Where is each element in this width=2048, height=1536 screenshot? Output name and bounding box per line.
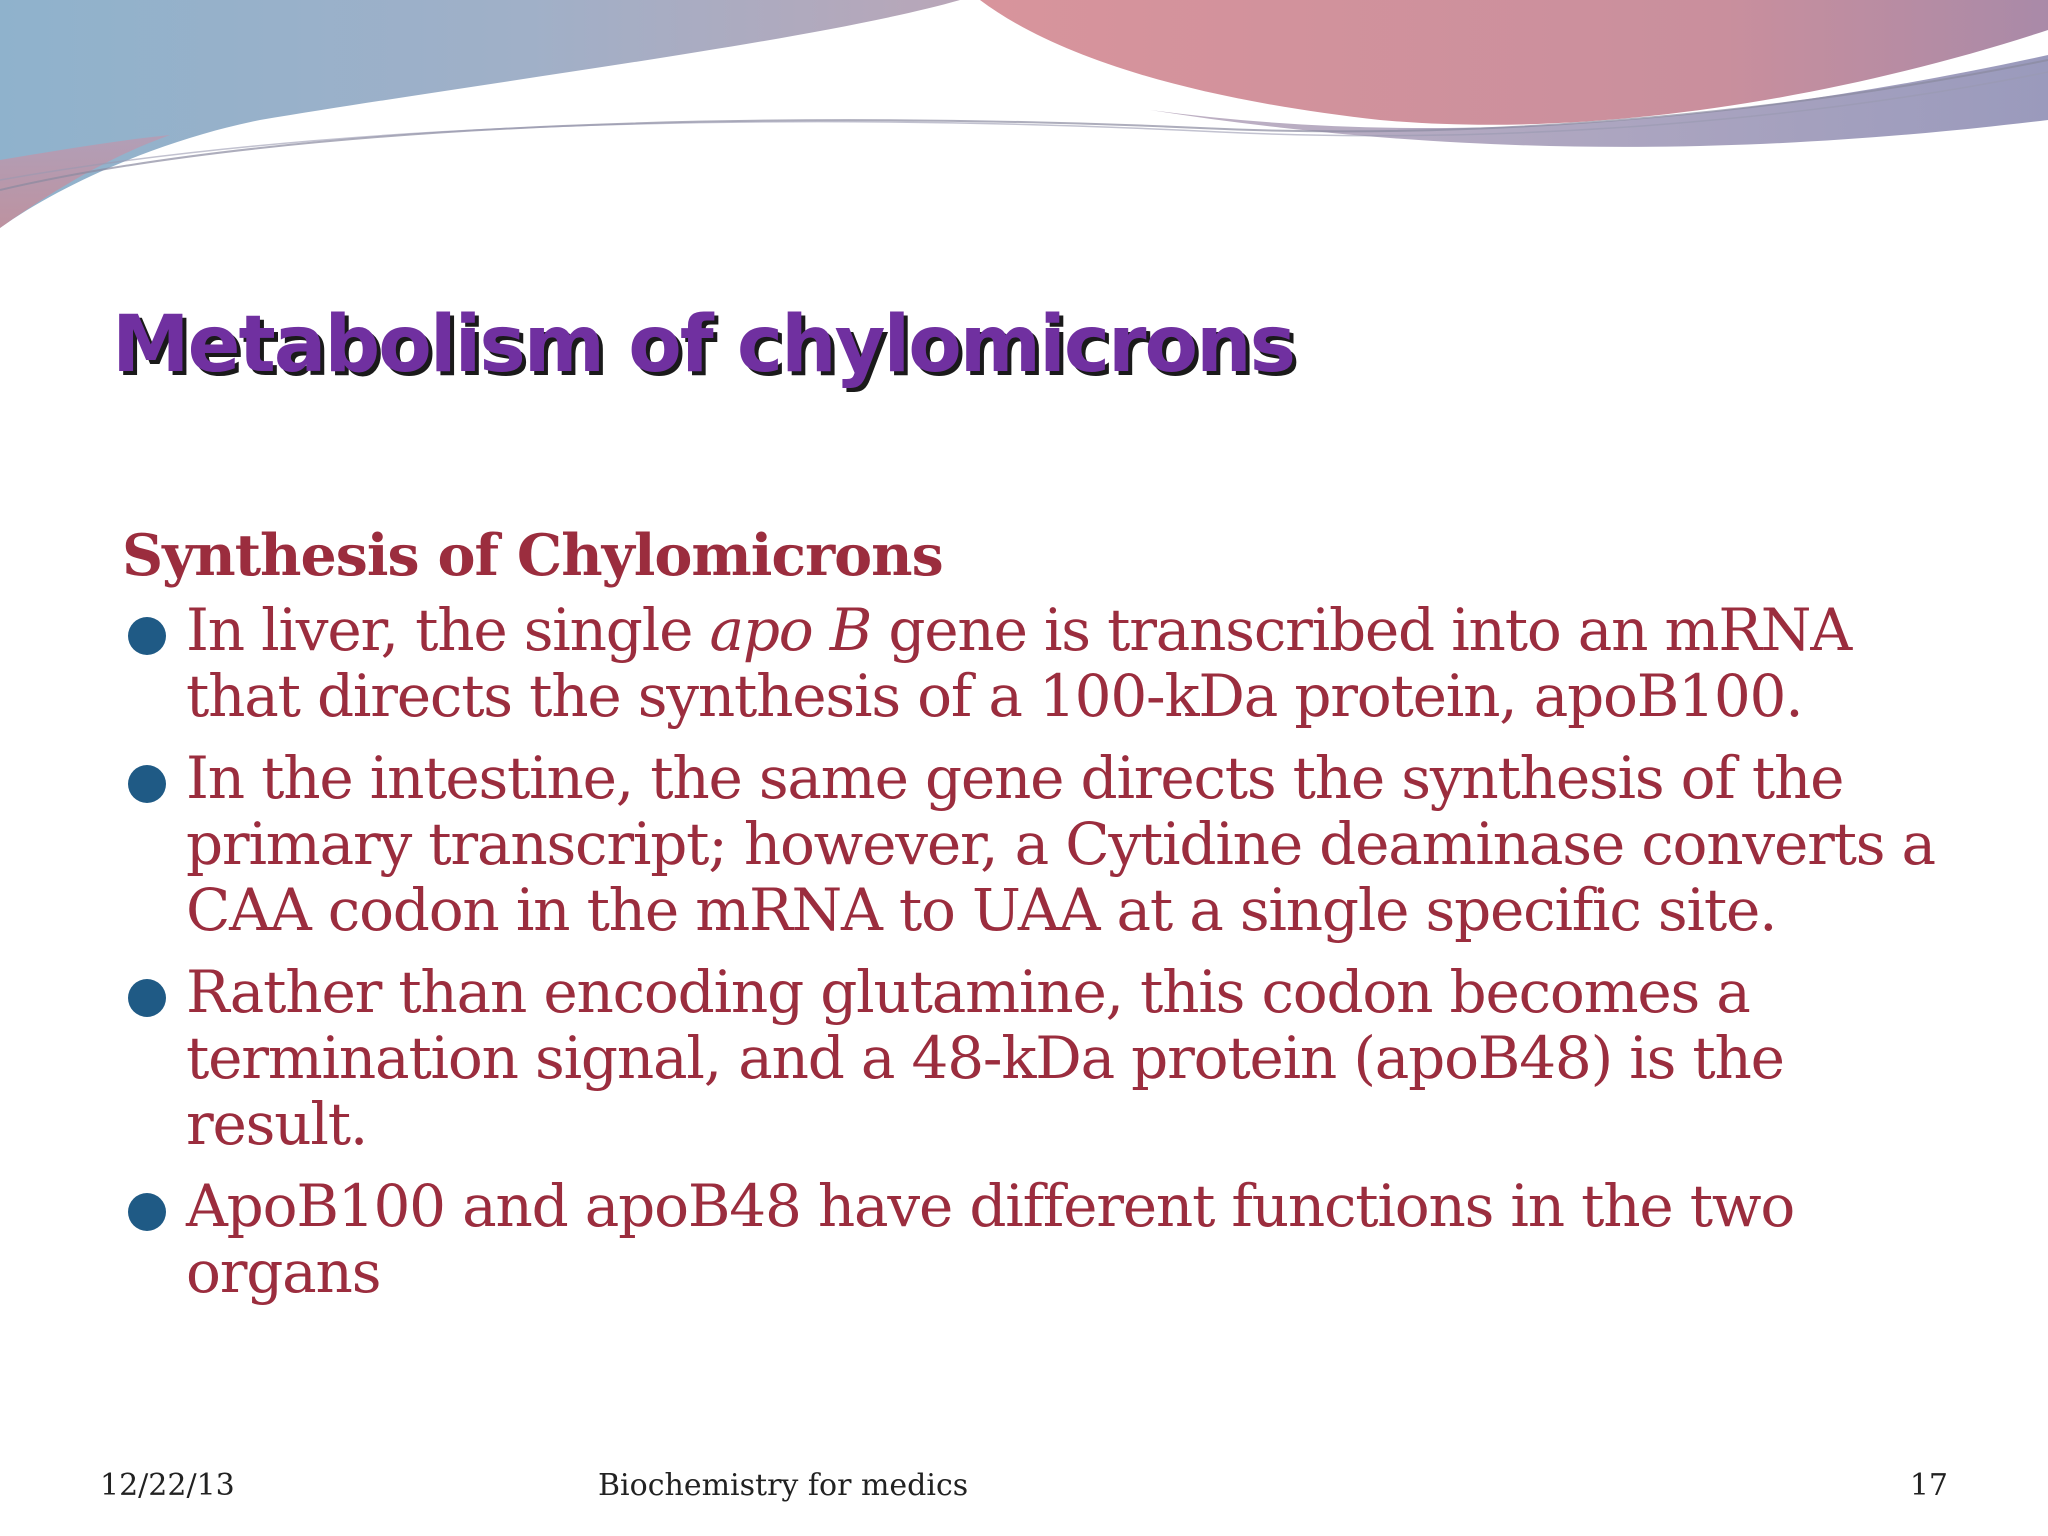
bullet-text-continued: gene is transcribed into an mRNA that directs the synthesis of a 100-kDa protein, apoB100.: [186, 596, 1852, 730]
bullet-dot-icon: [128, 1193, 166, 1231]
decorative-wave-banner: [0, 0, 2048, 240]
footer-date: 12/22/13: [100, 1468, 235, 1503]
bullet-dot-icon: [128, 979, 166, 1017]
bullet-item: [122, 597, 1952, 729]
bullet-italic-text: apo B: [709, 596, 872, 664]
bullet-dot-icon: [128, 765, 166, 803]
bullet-dot-icon: [128, 617, 166, 655]
bullet-text: In liver, the single: [186, 596, 710, 664]
bullet-text: ApoB100 and apoB48 have different functions in the two organs: [186, 1172, 1795, 1306]
bullet-list: [122, 597, 1952, 1305]
footer-title: Biochemistry for medics: [598, 1468, 969, 1503]
slide-number: 17: [1909, 1468, 1948, 1503]
slide-body: [122, 515, 1952, 1321]
bullet-text: Rather than encoding glutamine, this codon becomes a termination signal, and a 48-kDa protein (apoB48) is the result.: [186, 958, 1784, 1158]
bullet-item: [122, 745, 1952, 943]
bullet-item: [122, 1173, 1952, 1305]
section-subheading: Synthesis of Chylomicrons: [122, 522, 943, 589]
slide-title: Metabolism of chylomicrons: [112, 300, 1295, 390]
bullet-text: In the intestine, the same gene directs the synthesis of the primary transcript; however, a Cytidine deaminase converts a CAA codon in the mRNA to UAA at a single specific site.: [186, 744, 1935, 944]
bullet-item: [122, 959, 1952, 1157]
